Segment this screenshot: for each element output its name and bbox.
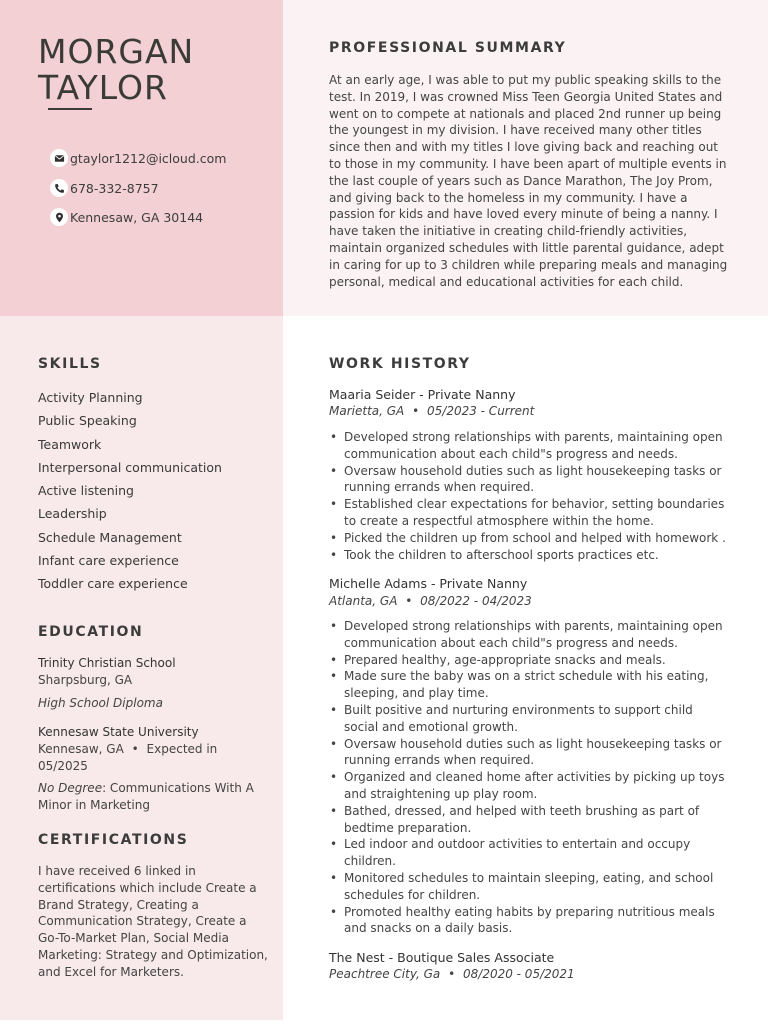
degree: High School Diploma xyxy=(38,695,163,710)
phone-text: 678-332-8757 xyxy=(70,180,159,196)
separator-dot: • xyxy=(412,404,420,418)
list-item: • Monitored schedules to maintain sleeping, eating, and school schedules for children. xyxy=(329,870,729,904)
list-item: • Made sure the baby was on a strict schedule with his eating, sleeping, and play time. xyxy=(329,668,729,702)
list-item: • Took the children to afterschool sports practices etc. xyxy=(329,547,729,564)
email-text: gtaylor1212@icloud.com xyxy=(70,150,227,166)
skill-item: Toddler care experience xyxy=(38,576,188,592)
job-title: Michelle Adams - Private Nanny xyxy=(329,576,528,591)
job-location: Marietta, GA xyxy=(329,404,405,418)
list-item: • Bathed, dressed, and helped with teeth brushing as part of bedtime preparation. xyxy=(329,803,729,837)
job-dates: 05/2023 - Current xyxy=(427,404,535,418)
candidate-name xyxy=(38,34,194,106)
skills-list xyxy=(38,386,222,596)
school-location-line xyxy=(38,741,268,775)
skill-item: Schedule Management xyxy=(38,529,182,545)
job-meta xyxy=(329,967,575,981)
job-meta xyxy=(329,594,532,608)
list-item: • Promoted healthy eating habits by preparing nutritious meals and snacks on a daily basis. xyxy=(329,904,729,938)
list-item: • Oversaw household duties such as light housekeeping tasks or running errands when required. xyxy=(329,736,729,770)
expected-date: Expected in 05/2025 xyxy=(38,741,218,773)
school-location: Sharpsburg, GA xyxy=(38,672,133,687)
school-location: Kennesaw, GA xyxy=(38,741,124,756)
certifications-text: I have received 6 linked in certifications which include Create a Brand Strategy, Creating a Communication Strategy, Create a Go-To-Market Plan, Social Media Marketing: Strategy and Optimization, and Excel for Marketers. xyxy=(38,864,268,979)
envelope-icon xyxy=(50,149,68,167)
last-name: TAYLOR xyxy=(38,68,168,107)
list-item: • Led indoor and outdoor activities to entertain and occupy children. xyxy=(329,836,729,870)
list-item: • Built positive and nurturing environments to support child social and emotional growth. xyxy=(329,702,729,736)
location-pin-icon xyxy=(50,208,68,226)
job-title: Maaria Seider - Private Nanny xyxy=(329,387,516,402)
skill-item: Active listening xyxy=(38,483,134,499)
contact-location xyxy=(50,208,203,226)
school-name: Trinity Christian School xyxy=(38,656,176,670)
skill-item: Activity Planning xyxy=(38,390,143,405)
skill-item: Leadership xyxy=(38,506,107,522)
certifications-heading: CERTIFICATIONS xyxy=(38,832,189,848)
separator-dot: • xyxy=(405,594,413,608)
job-bullets xyxy=(329,429,729,563)
summary-heading: PROFESSIONAL SUMMARY xyxy=(329,40,567,56)
job-dates: 08/2022 - 04/2023 xyxy=(420,594,532,608)
job-location: Atlanta, GA xyxy=(329,594,398,608)
education-entry-1 xyxy=(38,655,268,711)
degree xyxy=(38,780,268,814)
degree-label: No Degree xyxy=(38,781,103,796)
location-text: Kennesaw, GA 30144 xyxy=(70,209,204,225)
school-name: Kennesaw State University xyxy=(38,725,199,739)
education-heading: EDUCATION xyxy=(38,624,144,640)
name-underline xyxy=(48,108,92,110)
phone-icon xyxy=(50,179,68,197)
skill-item: Infant care experience xyxy=(38,553,179,569)
list-item: • Prepared healthy, age-appropriate snacks and meals. xyxy=(329,652,729,669)
work-history-heading: WORK HISTORY xyxy=(329,356,471,372)
job-title: The Nest - Boutique Sales Associate xyxy=(329,950,555,965)
degree-detail: : Communications With A Minor in Marketing xyxy=(38,781,254,813)
skill-item: Interpersonal communication xyxy=(38,459,222,475)
skill-item: Public Speaking xyxy=(38,413,137,429)
skill-item: Teamwork xyxy=(38,436,102,452)
skills-heading: SKILLS xyxy=(38,356,102,372)
education-entry-2 xyxy=(38,724,268,814)
list-item: • Developed strong relationships with parents, maintaining open communication about each child"s progress and needs. xyxy=(329,618,729,652)
job-bullets xyxy=(329,618,729,937)
list-item: • Picked the children up from school and helped with homework . xyxy=(329,530,729,547)
contact-email[interactable] xyxy=(50,149,226,167)
separator-dot: • xyxy=(131,741,139,756)
summary-text: At an early age, I was able to put my public speaking skills to the test. In 2019, I was crowned Miss Teen Georgia United States and went on to compete at nationals and placed 2nd runner up being the youngest in my division. I have received many other titles since then and with my titles I love giving back and reaching out to those in my community. I have been apart of multiple events in the last couple of years such as Dance Marathon, The Joy Prom, and giving back to the homeless in my community. I have a passion for kids and have loved every minute of being a nanny. I have taken the initiative in creating child-friendly activities, maintain organized schedules with little parental guidance, adept in caring for up to 3 children while preparing meals and managing personal, medical and educational activities for each child. xyxy=(329,73,728,289)
job-meta xyxy=(329,404,534,418)
job-dates: 08/2020 - 05/2021 xyxy=(463,967,575,981)
first-name: MORGAN xyxy=(38,32,195,71)
job-location: Peachtree City, Ga xyxy=(329,967,441,981)
list-item: • Organized and cleaned home after activities by picking up toys and straightening up play room. xyxy=(329,769,729,803)
separator-dot: • xyxy=(448,967,456,981)
list-item: • Established clear expectations for behavior, setting boundaries to create a respectful atmosphere within the home. xyxy=(329,496,729,530)
list-item: • Developed strong relationships with parents, maintaining open communication about each child"s progress and needs. xyxy=(329,429,729,463)
contact-phone[interactable] xyxy=(50,179,159,197)
list-item: • Oversaw household duties such as light housekeeping tasks or running errands when required. xyxy=(329,463,729,497)
